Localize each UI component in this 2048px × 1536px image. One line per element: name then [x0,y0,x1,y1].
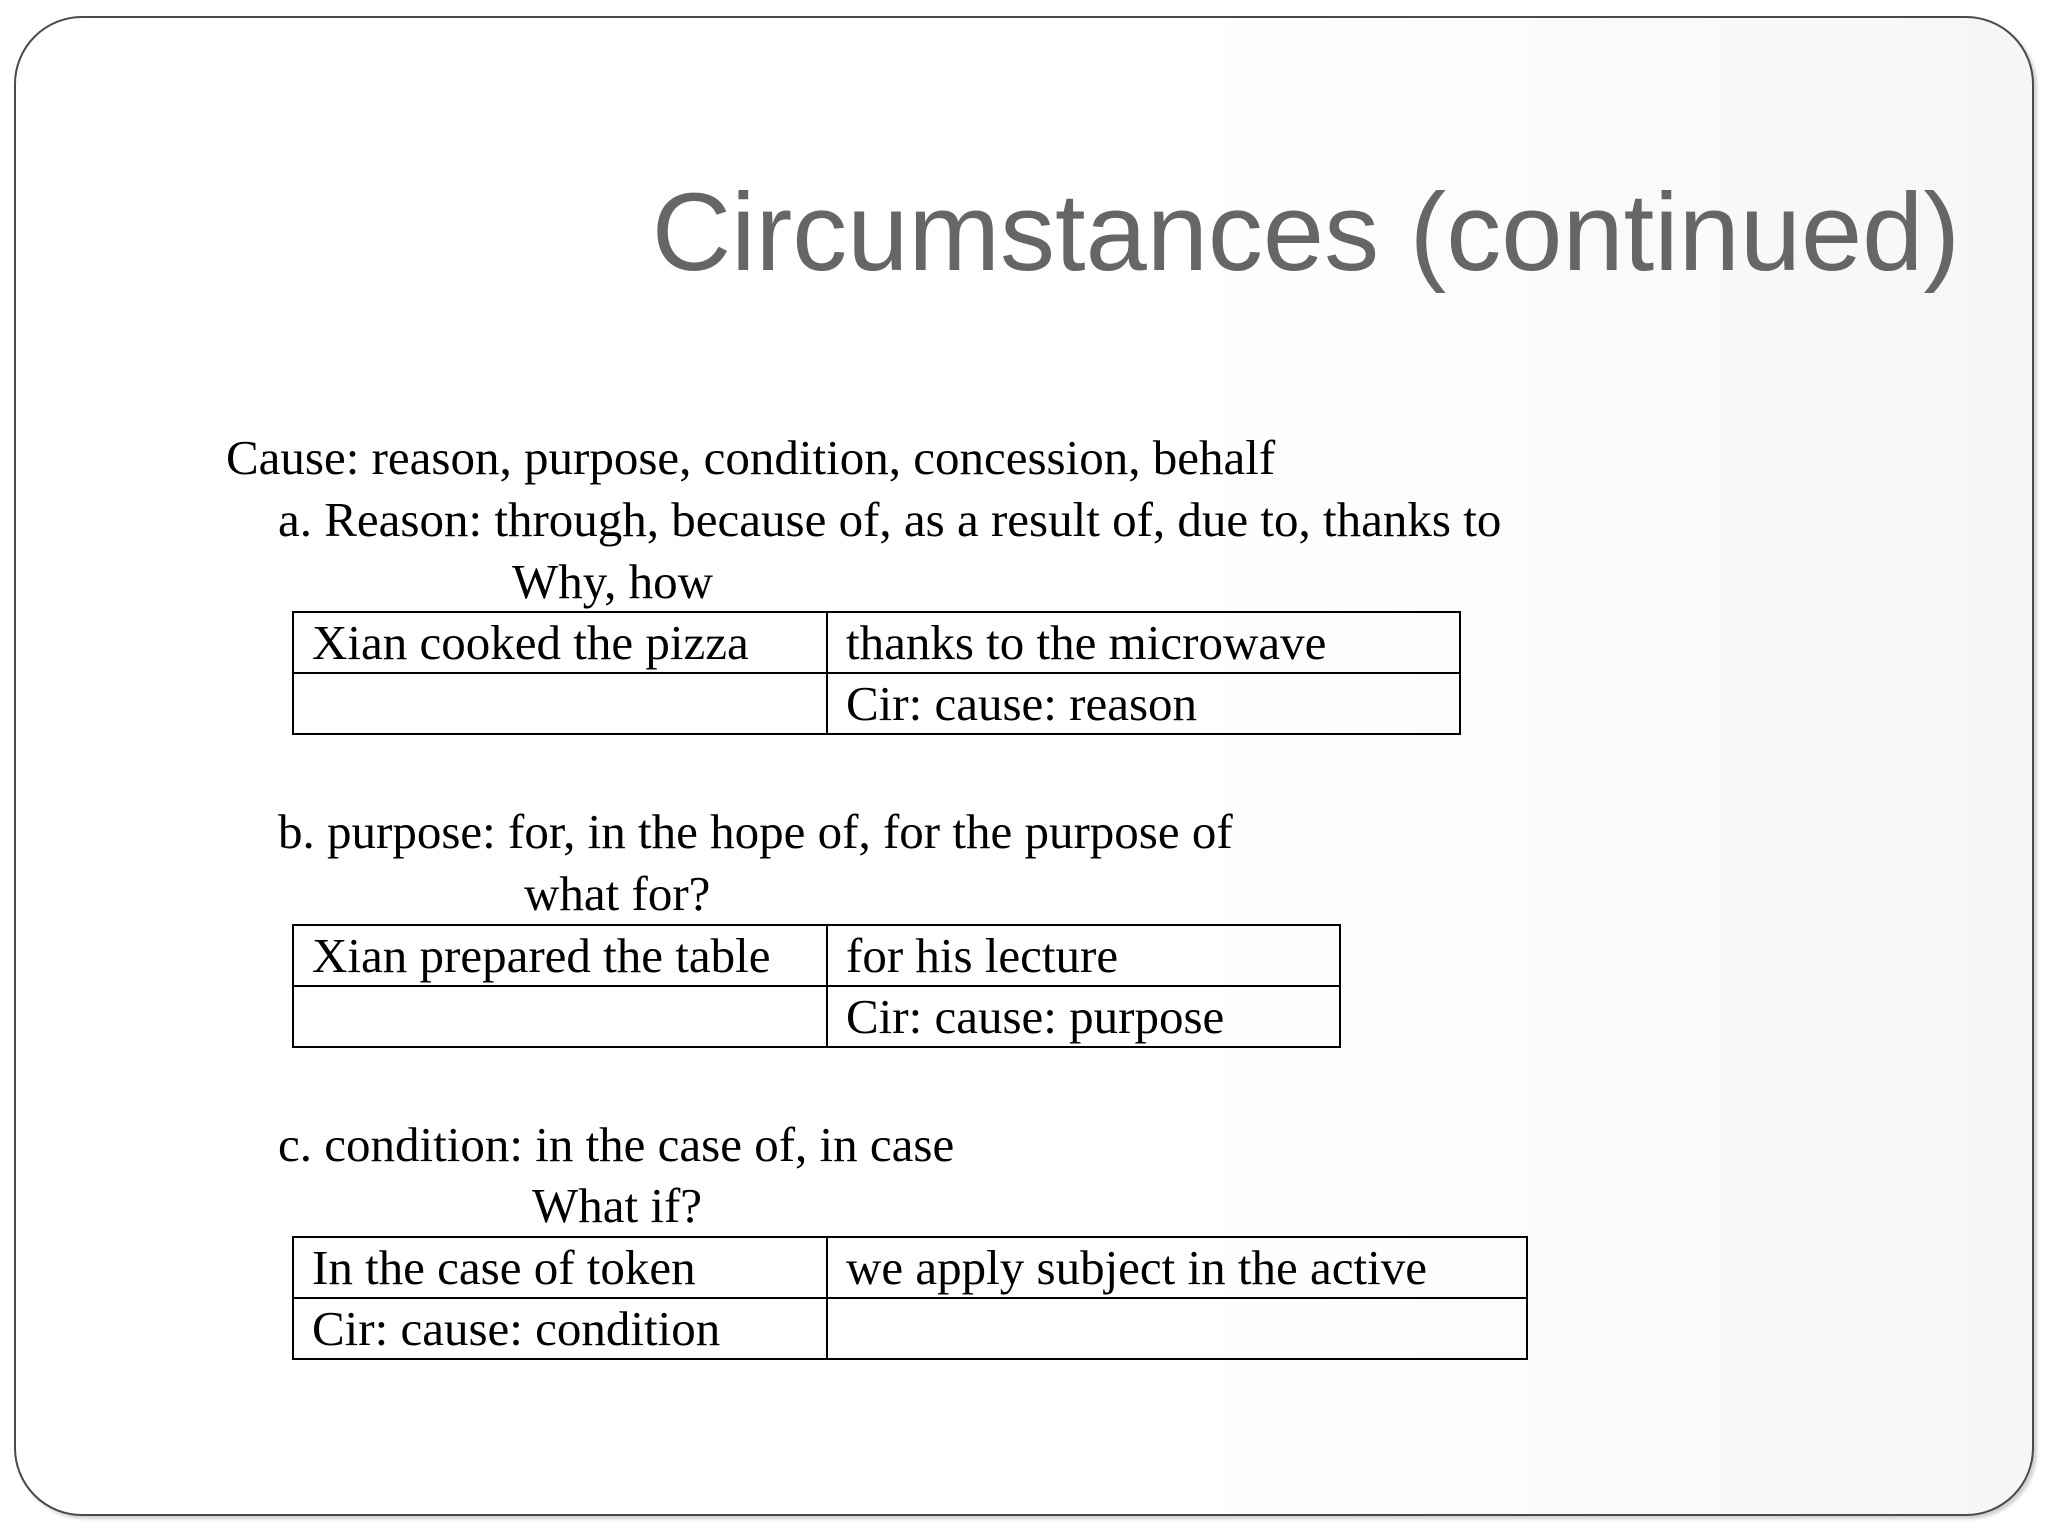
purpose-example-table [292,924,1341,1048]
table-cell: In the case of token [293,1237,827,1298]
table-row [293,925,1340,986]
slide-title: Circumstances (continued) [651,171,1960,294]
table-row [293,673,1460,734]
table-cell: for his lecture [827,925,1340,986]
cause-intro: Cause: reason, purpose, condition, concession, behalf [226,430,1276,485]
condition-question: What if? [532,1178,703,1233]
purpose-heading: b. purpose: for, in the hope of, for the purpose of [278,804,1233,859]
reason-example-table [292,611,1461,735]
table-row [293,986,1340,1047]
table-cell: Cir: cause: purpose [827,986,1340,1047]
reason-heading: a. Reason: through, because of, as a result of, due to, thanks to [278,492,1502,547]
table-cell: Cir: cause: reason [827,673,1460,734]
table-row [293,1237,1527,1298]
table-cell: Cir: cause: condition [293,1298,827,1359]
purpose-question: what for? [524,866,711,921]
table-cell: we apply subject in the active [827,1237,1527,1298]
table-cell: Xian cooked the pizza [293,612,827,673]
table-cell: Xian prepared the table [293,925,827,986]
table-row [293,612,1460,673]
condition-example-table [292,1236,1528,1360]
table-row [293,1298,1527,1359]
table-cell [827,1298,1527,1359]
reason-question: Why, how [512,554,713,609]
table-cell [293,986,827,1047]
table-cell [293,673,827,734]
condition-heading: c. condition: in the case of, in case [278,1117,955,1172]
table-cell: thanks to the microwave [827,612,1460,673]
